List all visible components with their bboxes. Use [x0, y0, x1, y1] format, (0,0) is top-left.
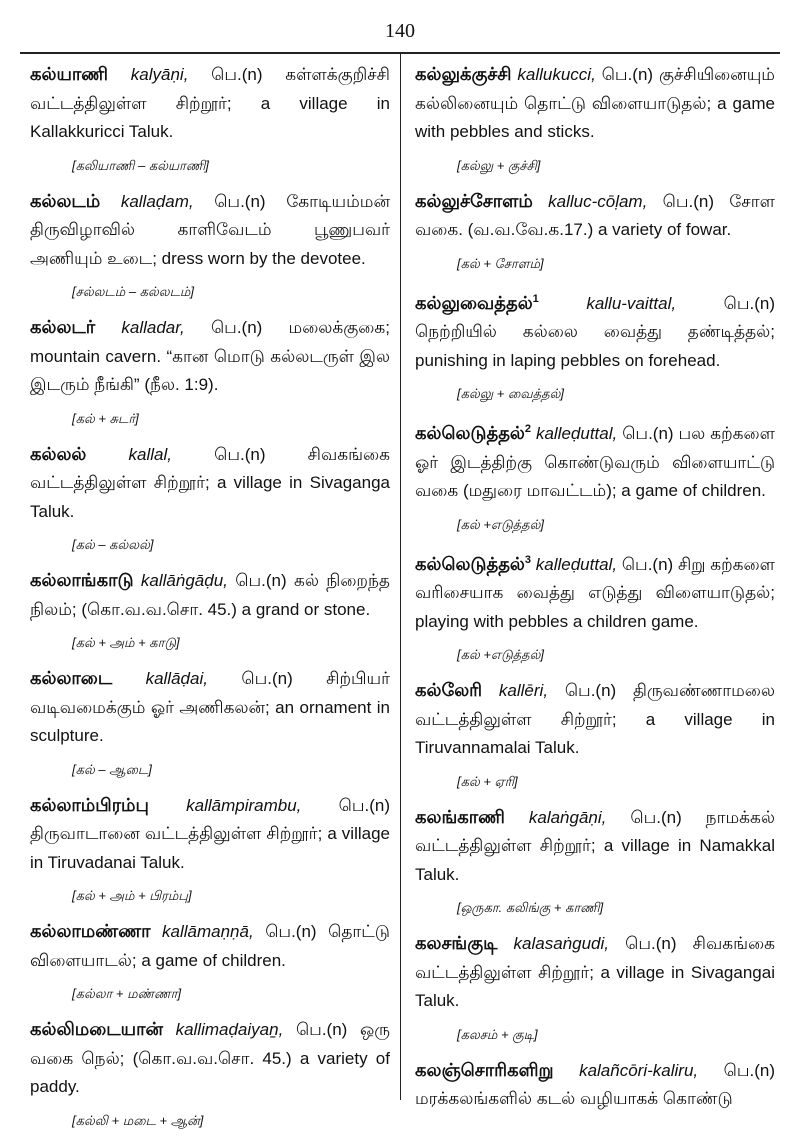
dictionary-entry [415, 285, 775, 376]
headword [415, 423, 531, 443]
definition: பெ.(n) நெற்றியில் கல்லை வைத்து தண்டித்தல்; punishing in laping pebbles on forehead. [415, 293, 775, 370]
transliteration: kallēri, [498, 681, 549, 700]
page-number: 140 [385, 20, 415, 42]
headword [415, 293, 539, 313]
headword-text: கல்லாங்காடு [30, 570, 134, 590]
definition: பெ.(n) ஒரு வகை நெல்; (கொ.வ.வ.சொ. 45.) a variety of paddy. [30, 1020, 390, 1096]
etymology: [ சல்லடம் – கல்லடம் ] [72, 283, 390, 301]
headword [415, 554, 531, 574]
definition: பெ.(n) சிவகங்கை வட்டத்திலுள்ள சிற்றூர்; a village in Sivagangai Taluk. [415, 934, 775, 1010]
etymology: [ கல் – கல்லல் ] [72, 536, 390, 554]
definition: பெ.(n) சிறு கற்களை வரிசையாக வைத்து எடுத்து விளையாடுதல்; playing with pebbles a children game. [415, 554, 775, 631]
column-divider [400, 54, 401, 1100]
etymology: [ கலசம் + குடி ] [457, 1026, 775, 1044]
transliteration: kallukucci, [517, 65, 596, 84]
definition: பெ.(n) தொட்டு விளையாடல்; a game of children. [30, 922, 390, 970]
transliteration: kallal, [128, 444, 172, 464]
sense-number: 1 [532, 292, 539, 305]
headword [415, 807, 505, 827]
etymology: [ கல் – ஆடை ] [72, 761, 390, 779]
dictionary-entry [30, 566, 390, 624]
headword-text: கல்லுக்குச்சி [415, 64, 512, 84]
headword-text: கல்லாடை [30, 668, 113, 688]
transliteration: kallaḍam, [120, 191, 194, 211]
definition: பெ.(n) மரக்கலங்களில் கடல் வழியாகக் கொண்டு [415, 1060, 775, 1108]
etymology: [ கலியாணி – கல்யாணி ] [72, 157, 390, 175]
headword [415, 64, 511, 84]
headword [30, 1019, 163, 1039]
definition: பெ.(n) கல் நிறைந்த நிலம்; (கொ.வ.வ.சொ. 45.) a grand or stone. [30, 571, 390, 619]
headword [30, 668, 112, 688]
etymology: [ கல்லி + மடை + ஆன் ] [72, 1112, 390, 1130]
headword-text: கல்லடர் [30, 317, 96, 337]
transliteration: kalasaṅgudi, [513, 934, 610, 953]
dictionary-entry [30, 664, 390, 751]
dictionary-entry [30, 313, 390, 400]
definition: பெ.(n) குச்சியினையும் கல்லினையும் தொட்டு விளையாடுதல்; a game with pebbles and sticks. [415, 65, 775, 141]
definition: பெ.(n) திருவண்ணாமலை வட்டத்திலுள்ள சிற்றூர்; a village in Tiruvannamalai Taluk. [415, 681, 775, 757]
headword-text: கல்லுவைத்தல் [415, 292, 533, 313]
transliteration: kalaṅgāṇi, [528, 807, 607, 827]
headword [30, 921, 151, 941]
transliteration: kallāṅgāḍu, [140, 571, 228, 590]
headword [30, 191, 100, 211]
headword-text: கல்யாணி [30, 64, 109, 84]
dictionary-entry [30, 60, 390, 147]
left-column [30, 60, 390, 1142]
etymology: [ கல்லா + மண்ணா ] [72, 985, 390, 1003]
sense-number: 2 [524, 423, 531, 435]
headword-text: கல்லாமண்ணா [30, 921, 151, 941]
headword-text: கல்லிமடையான் [30, 1019, 163, 1039]
definition: பெ.(n) கோடியம்மன் திருவிழாவில் காளிவேடம் பூணுபவர் அணியும் உடை; dress worn by the devotee. [30, 191, 390, 268]
etymology: [ கல் +எடுத்தல் ] [457, 516, 775, 534]
headword-text: கல்லெடுத்தல் [415, 423, 525, 443]
definition: பெ.(n) சிவகங்கை வட்டத்திலுள்ள சிற்றூர்; a village in Sivaganga Taluk. [30, 444, 390, 521]
dictionary-entry [415, 415, 775, 506]
transliteration: kalañcōri-kaliru, [579, 1060, 699, 1080]
headword [415, 191, 533, 211]
dictionary-entry [30, 917, 390, 975]
dictionary-entry [415, 929, 775, 1016]
headword [30, 64, 108, 84]
etymology: [ கல் + அம் + பிரம்பு ] [72, 887, 390, 905]
headword-text: கல்லல் [30, 443, 87, 464]
headword [415, 680, 482, 700]
etymology: [ ஒருகா. கலிங்கு + காணி ] [457, 899, 775, 917]
headword [30, 317, 95, 337]
dictionary-entry [415, 803, 775, 890]
definition: பெ.(n) பல கற்களை ஓர் இடத்திற்கு கொண்டுவரும் விளையாட்டு வகை (மதுரை மாவட்டம்); a game of children. [415, 424, 775, 500]
transliteration: kallāḍai, [145, 669, 208, 688]
transliteration: kalladar, [121, 318, 185, 337]
headword-text: கலஞ்சொரிகளிறு [415, 1059, 554, 1080]
transliteration: kalleḍuttal, [535, 554, 618, 574]
definition: பெ.(n) சோள வகை. (வ.வ.வே.க.17.) a variety of fowar. [415, 191, 775, 239]
transliteration: kalyāṇi, [130, 65, 189, 84]
definition: பெ.(n) கள்ளக்குறிச்சி வட்டத்திலுள்ள சிற்றூர்; a village in Kallakkuricci Taluk. [30, 65, 390, 141]
right-column [415, 60, 775, 1120]
dictionary-entry [415, 676, 775, 763]
dictionary-entry [415, 60, 775, 147]
transliteration: kallimaḍaiyaṉ, [175, 1020, 284, 1039]
definition: பெ.(n) மலைக்குகை; mountain cavern. “கான மொடு கல்லடருள் இல இடரும் நீங்கி” (நீல. 1:9). [30, 318, 390, 394]
headword-text: கலங்காணி [415, 806, 505, 827]
dictionary-entry [415, 546, 775, 637]
headword [415, 933, 497, 953]
headword-text: கல்லுச்சோளம் [415, 190, 533, 211]
transliteration: kallāmpirambu, [186, 795, 302, 815]
dictionary-entry [30, 1015, 390, 1102]
transliteration: kallāmaṇṇā, [162, 922, 254, 941]
headword-text: கலசங்குடி [415, 933, 498, 953]
headword [30, 570, 134, 590]
etymology: [ கல் + ஏரி ] [457, 773, 775, 791]
dictionary-entry [415, 1056, 775, 1114]
definition: பெ.(n) திருவாடானை வட்டத்திலுள்ள சிற்றூர்; a village in Tiruvadanai Taluk. [30, 795, 390, 872]
sense-number: 3 [524, 553, 531, 566]
headword-text: கல்லேரி [415, 680, 483, 700]
dictionary-entry [30, 187, 390, 274]
dictionary-entry [30, 440, 390, 527]
etymology: [ கல் + சுடர் ] [72, 410, 390, 428]
headword-text: கல்லடம் [30, 190, 101, 211]
etymology: [ கல் +எடுத்தல் ] [457, 646, 775, 664]
etymology: [ கல்லு + வைத்தல் ] [457, 385, 775, 403]
transliteration: kallu-vaittal, [586, 293, 677, 313]
definition: பெ.(n) சிற்பியர் வடிவமைக்கும் ஓர் அணிகலன்; an ornament in sculpture. [30, 669, 390, 745]
etymology: [ கல்லு + குச்சி ] [457, 157, 775, 175]
headword-text: கல்லெடுத்தல் [415, 553, 525, 574]
headword [415, 1060, 554, 1080]
headword [30, 444, 86, 464]
etymology: [ கல் + அம் + காடு ] [72, 634, 390, 652]
dictionary-entry [415, 187, 775, 245]
definition: பெ.(n) நாமக்கல் வட்டத்திலுள்ள சிற்றூர்; a village in Namakkal Taluk. [415, 807, 775, 884]
transliteration: kalleḍuttal, [535, 424, 618, 443]
headword-text: கல்லாம்பிரம்பு [30, 794, 149, 815]
transliteration: kalluc-cōḷam, [548, 191, 648, 211]
headword [30, 795, 149, 815]
dictionary-entry [30, 791, 390, 878]
etymology: [ கல் + சோளம் ] [457, 255, 775, 273]
